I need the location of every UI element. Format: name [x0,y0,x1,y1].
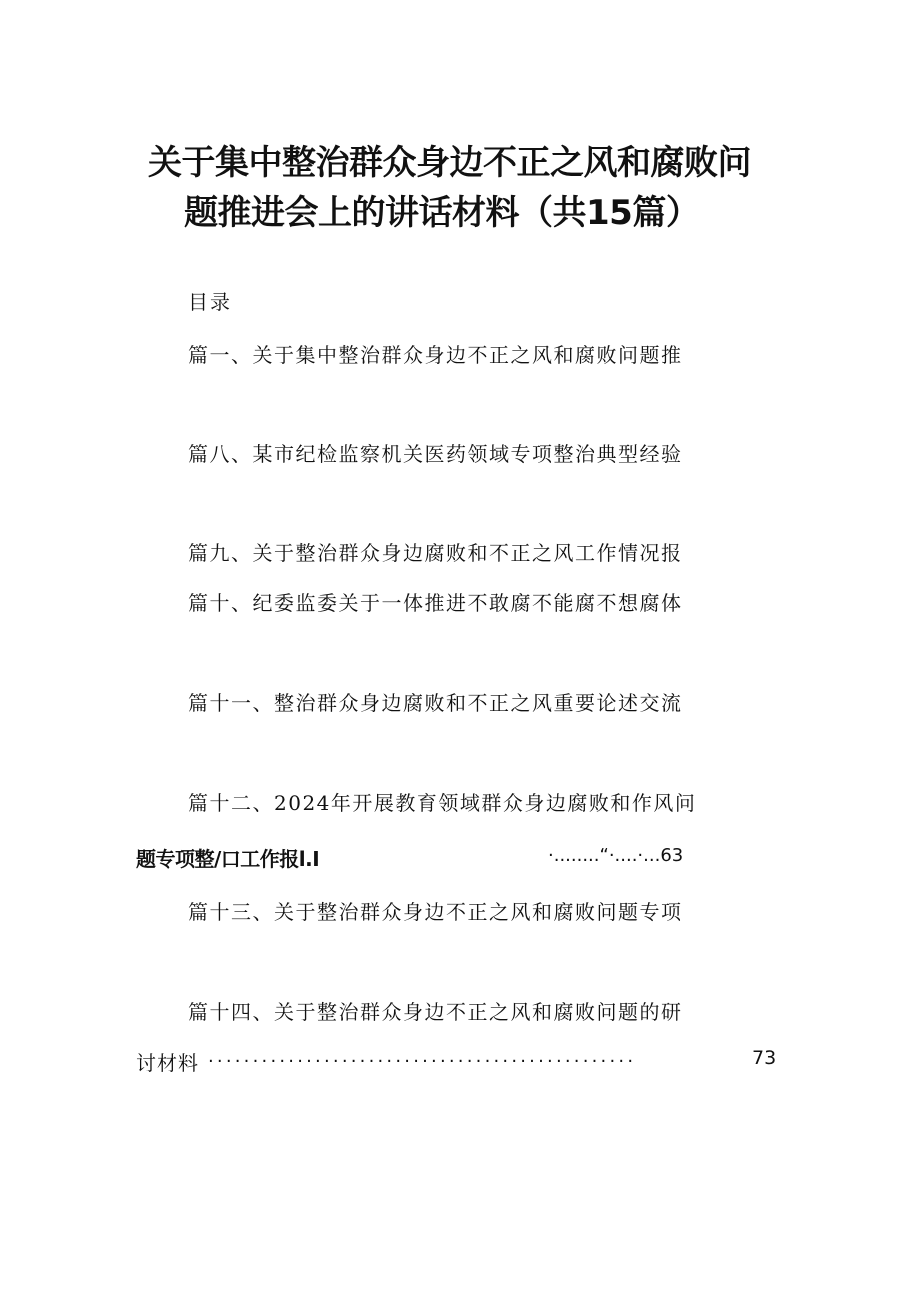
document-title-line-2: 题推进会上的讲话材料（共15篇） [184,193,700,233]
toc-entry-13[interactable]: 篇十三、关于整治群众身边不正之风和腐败问题专项 [188,900,683,924]
toc-entry-8[interactable]: 篇八、某市纪检监察机关医药领域专项整治典型经验 [188,442,683,466]
toc-entry-14-leader-dots: ................................................ [208,1046,637,1067]
toc-entry-12[interactable]: 篇十二、2024年开展教育领域群众身边腐败和作风问 [188,791,697,815]
toc-heading: 目录 [188,290,232,314]
toc-entry-12-continuation[interactable]: 题专项整/口工作报l.I [136,847,320,871]
toc-entry-14[interactable]: 篇十四、关于整治群众身边不正之风和腐败问题的研 [188,1000,683,1024]
toc-entry-10[interactable]: 篇十、纪委监委关于一体推进不敢腐不能腐不想腐体 [188,591,683,615]
document-title [140,138,760,238]
document-title-line-1: 关于集中整治群众身边不正之风和腐败问 [148,143,751,183]
toc-entry-14-page-number: 73 [752,1047,777,1069]
toc-entry-11[interactable]: 篇十一、整治群众身边腐败和不正之风重要论述交流 [188,691,683,715]
toc-entry-9[interactable]: 篇九、关于整治群众身边腐败和不正之风工作情况报 [188,541,683,565]
toc-entry-1[interactable]: 篇一、关于集中整治群众身边不正之风和腐败问题推 [188,343,683,367]
toc-entry-14-continuation[interactable]: 讨材料 [136,1051,199,1075]
toc-entry-12-leader-and-page: ·........“·....·...63 [548,845,684,866]
